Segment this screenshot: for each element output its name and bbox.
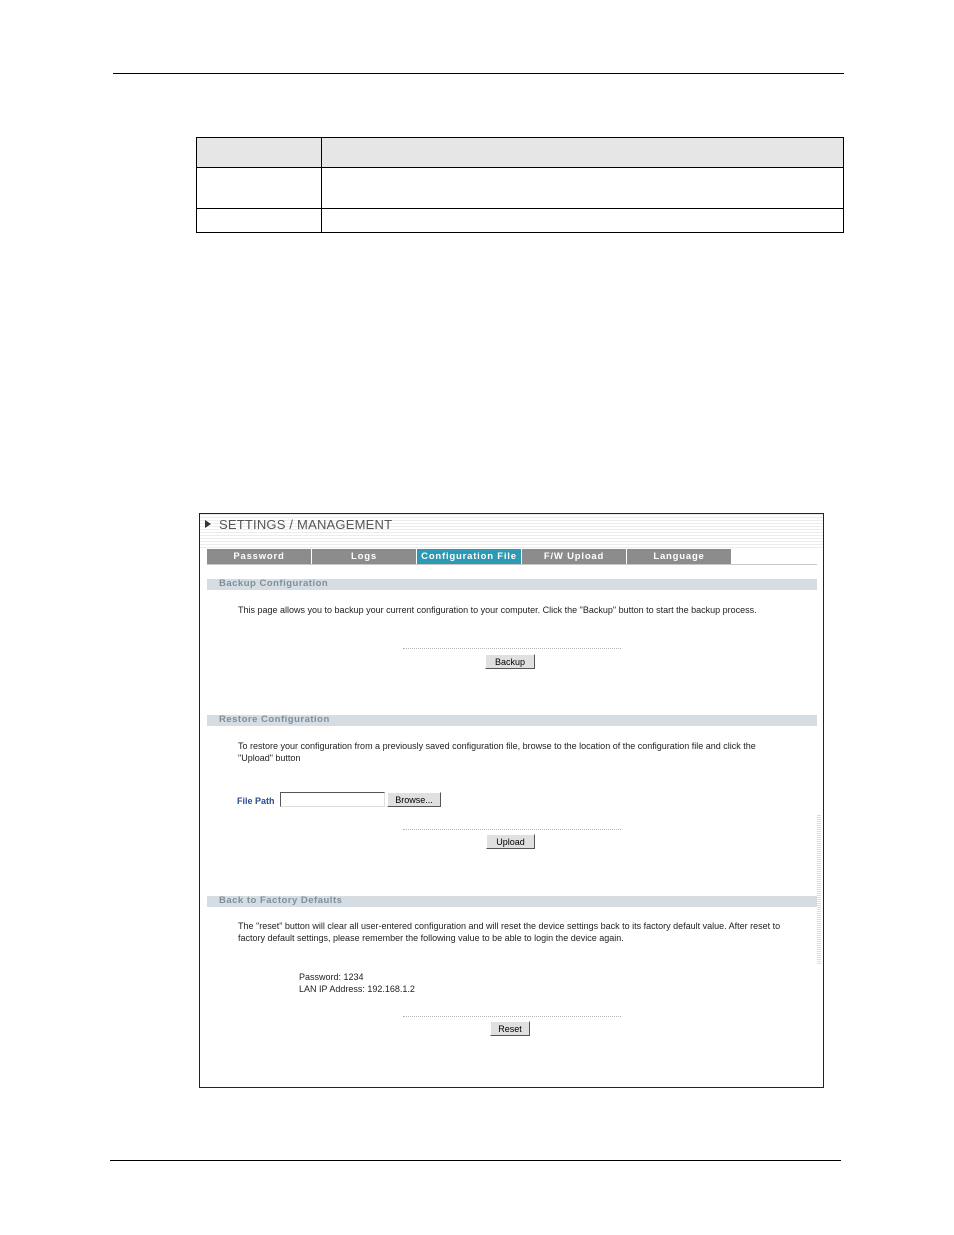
restore-description: To restore your configuration from a previously saved configuration file, browse to the location of the configuration file and click the "Upload" button	[238, 741, 756, 763]
browse-button[interactable]: Browse...	[387, 792, 441, 807]
table-cell	[197, 168, 322, 209]
divider	[403, 829, 621, 830]
header-rule	[113, 73, 844, 74]
tab-password[interactable]: Password	[207, 549, 311, 564]
tab-fw-upload[interactable]: F/W Upload	[522, 549, 626, 564]
reset-button[interactable]: Reset	[490, 1021, 530, 1036]
section-title: Back to Factory Defaults	[219, 895, 343, 906]
file-path-input[interactable]	[280, 792, 385, 807]
default-lan-ip: LAN IP Address: 192.168.1.2	[299, 984, 415, 994]
upload-button[interactable]: Upload	[486, 834, 535, 849]
default-password: Password: 1234	[299, 972, 364, 982]
table-cell	[322, 168, 844, 209]
section-title: Restore Configuration	[219, 714, 330, 725]
title-arrow-icon	[205, 520, 211, 528]
tab-language[interactable]: Language	[627, 549, 731, 564]
table-cell	[322, 138, 844, 168]
tab-divider	[207, 564, 817, 565]
section-back-to-factory-defaults	[207, 896, 817, 907]
backup-description: This page allows you to backup your current configuration to your computer. Click the "Backup" button to start the backup process.	[238, 605, 757, 615]
tab-configuration-file[interactable]: Configuration File	[417, 549, 521, 564]
doc-table	[196, 137, 844, 233]
section-title: Backup Configuration	[219, 578, 329, 589]
divider	[403, 1016, 621, 1017]
scrollbar-edge	[817, 814, 821, 964]
settings-management-screenshot	[199, 513, 824, 1088]
table-row	[197, 168, 844, 209]
tab-logs[interactable]: Logs	[312, 549, 416, 564]
section-restore-configuration	[207, 715, 817, 726]
tab-bar	[207, 549, 732, 564]
footer-rule	[110, 1160, 841, 1161]
table-cell	[322, 209, 844, 233]
section-backup-configuration	[207, 579, 817, 590]
title-bar	[200, 514, 823, 548]
factory-description: The "reset" button will clear all user-entered configuration and will reset the device settings back to its factory default value. After reset to factory default settings, please remember the following value to be able to login the device again.	[238, 921, 781, 943]
table-header-row	[197, 138, 844, 168]
table-row	[197, 209, 844, 233]
table-cell	[197, 138, 322, 168]
file-path-label: File Path	[237, 796, 275, 806]
page-title: SETTINGS / MANAGEMENT	[219, 517, 393, 532]
divider	[403, 648, 621, 649]
table-cell	[197, 209, 322, 233]
backup-button[interactable]: Backup	[485, 654, 535, 669]
